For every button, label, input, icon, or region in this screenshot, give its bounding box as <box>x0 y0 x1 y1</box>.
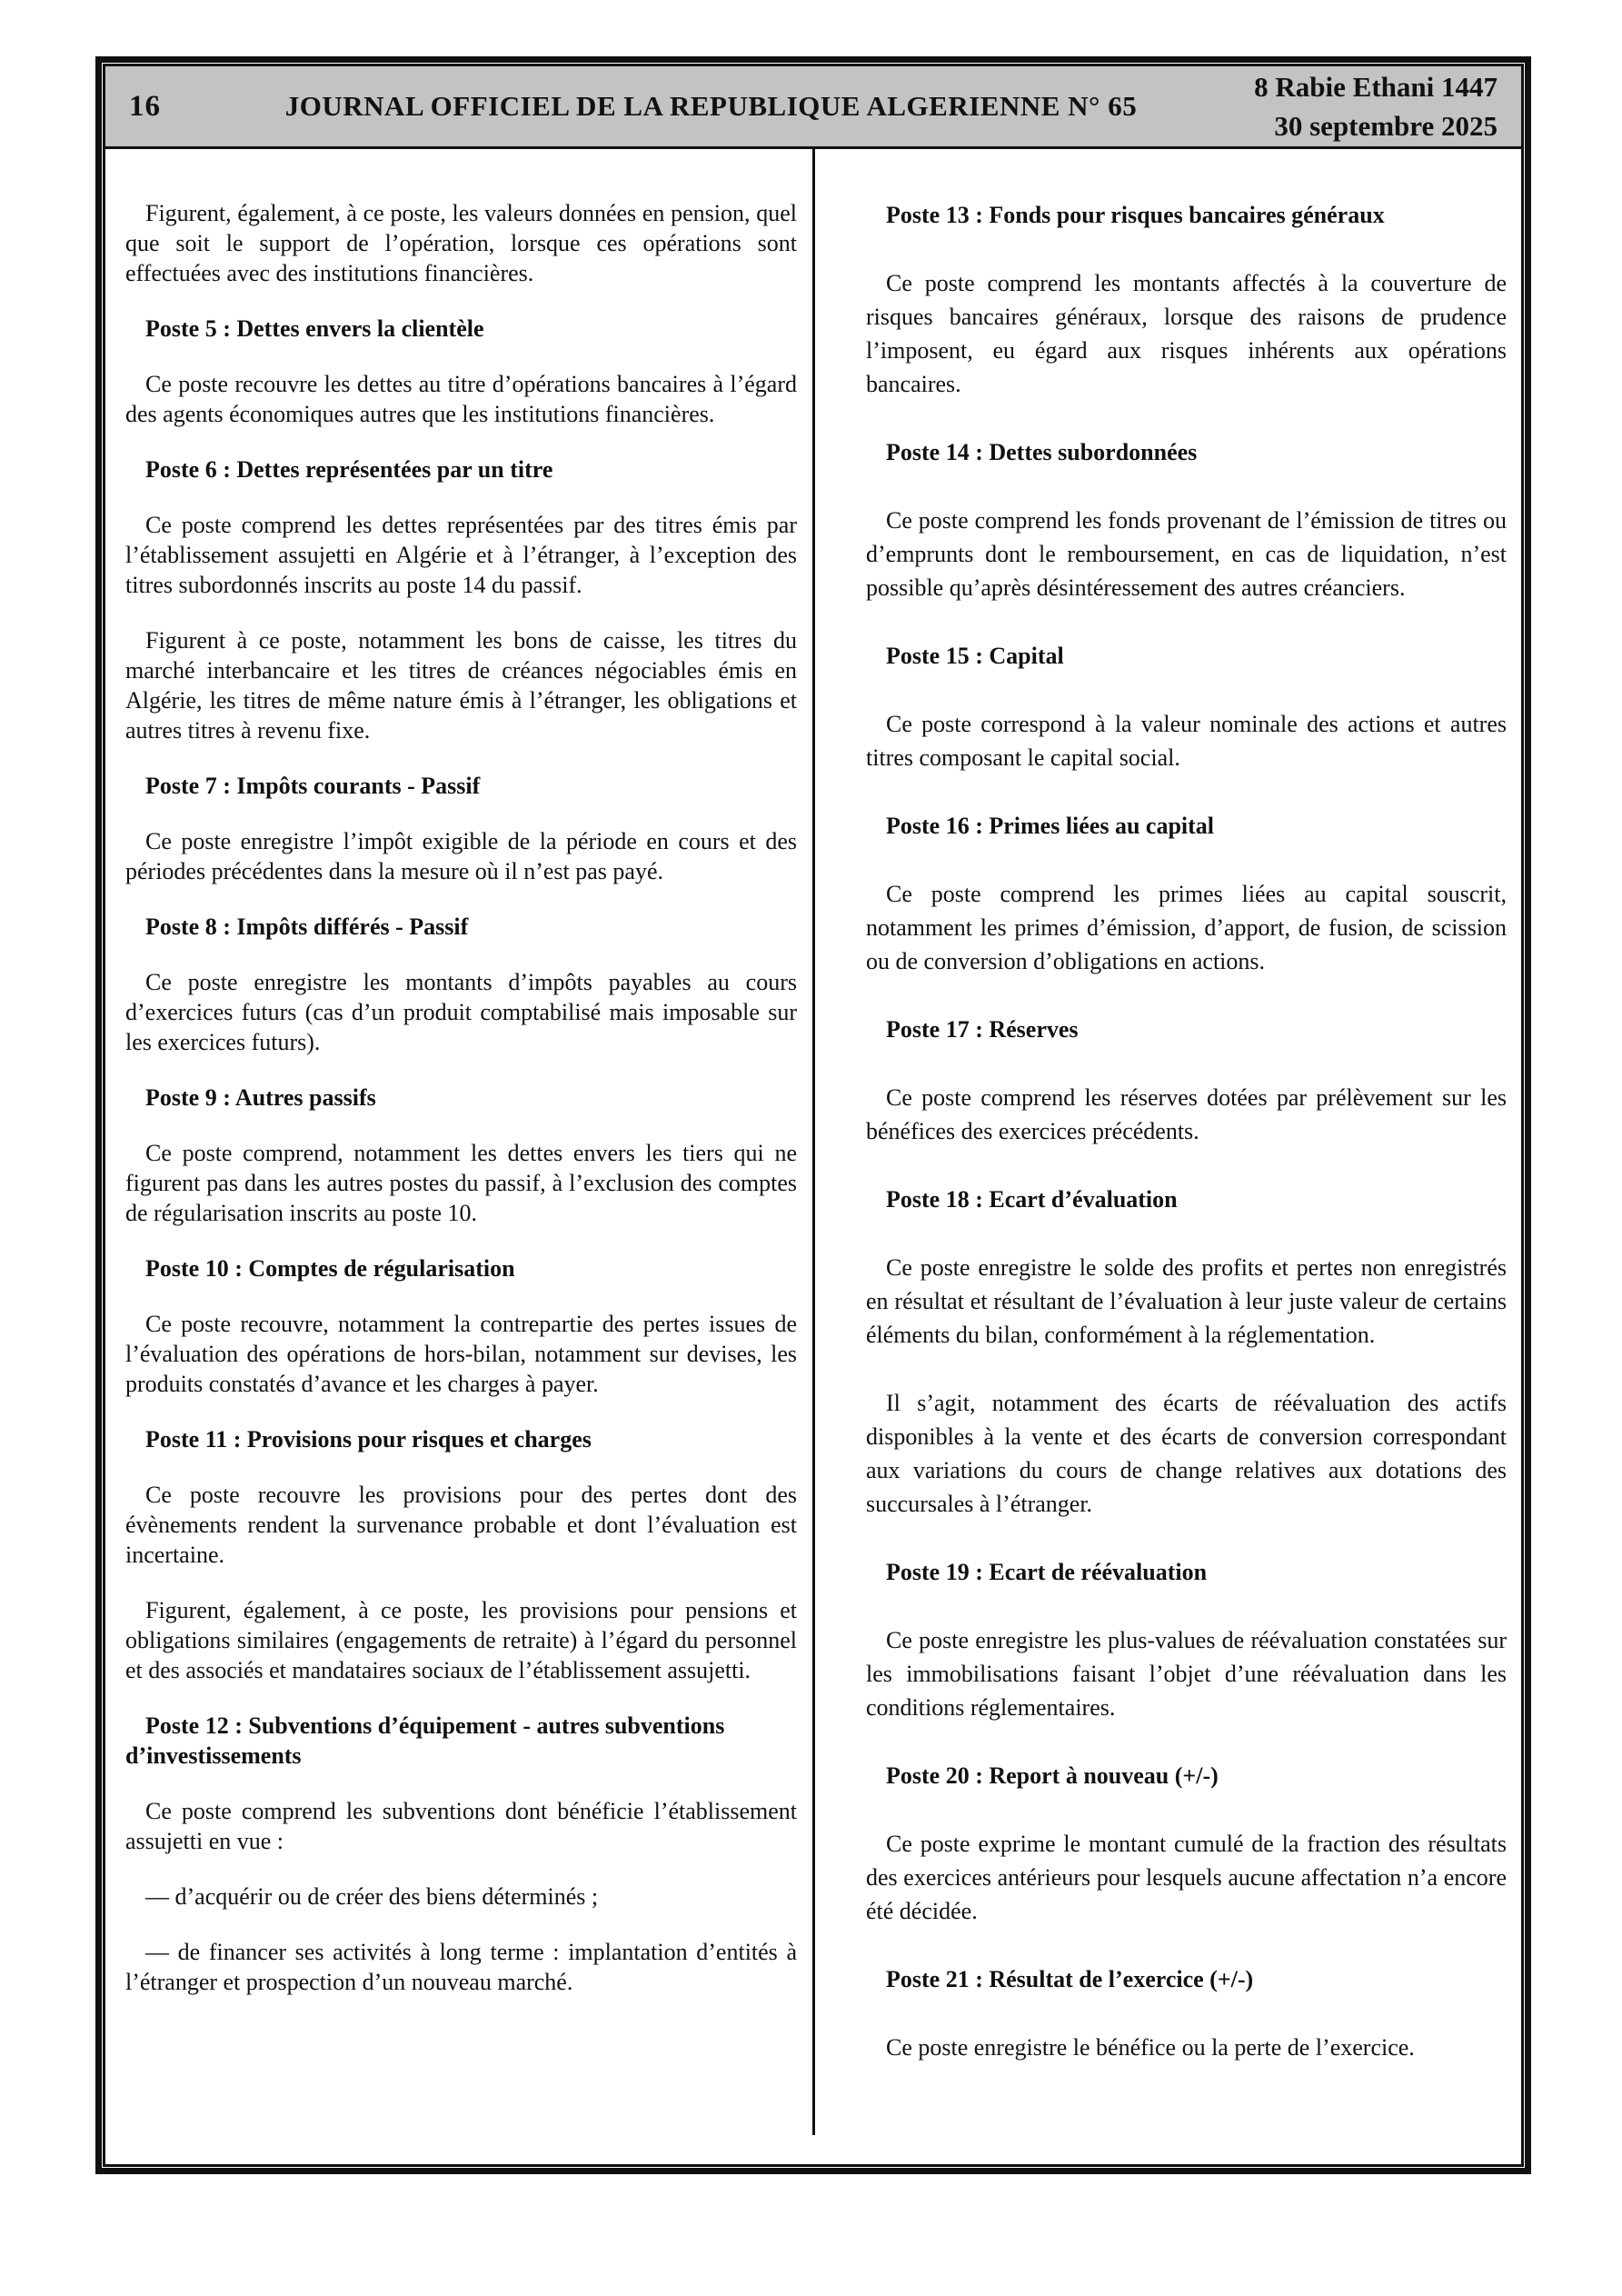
page-frame-inner <box>103 64 1524 2167</box>
hijri-date: 8 Rabie Ethani 1447 <box>1254 71 1498 103</box>
bullet-item: — de financer ses activités à long terme : implantation d’entités à l’étranger et prospection d’un nouveau marché. <box>125 1939 797 1995</box>
left-column <box>105 149 813 2164</box>
paragraph: Figurent, également, à ce poste, les provisions pour pensions et obligations similaires (engagements de retraite) à l’égard du personnel et des associés et mandataires sociaux de l’établissement assujetti. <box>125 1597 797 1683</box>
section-heading: Poste 16 : Primes liées au capital <box>886 813 1215 839</box>
journal-header <box>105 66 1521 149</box>
paragraph: Ce poste comprend les dettes représentées par des titres émis par l’établissement assujetti en Algérie et à l’étranger, à l’exception des titres subordonnés inscrits au poste 14 du passif. <box>125 512 797 598</box>
section-heading: Poste 21 : Résultat de l’exercice (+/-) <box>886 1966 1254 1992</box>
bullet-item: — d’acquérir ou de créer des biens déterminés ; <box>145 1883 599 1910</box>
page-frame <box>95 56 1531 2174</box>
section-heading: Poste 8 : Impôts différés - Passif <box>145 913 469 940</box>
paragraph: Ce poste recouvre les dettes au titre d’opérations bancaires à l’égard des agents économiques autres que les institutions financières. <box>125 371 797 427</box>
paragraph: Ce poste comprend, notamment les dettes envers les tiers qui ne figurent pas dans les autres postes du passif, à l’exclusion des comptes de régularisation inscrits au poste 10. <box>125 1140 797 1226</box>
paragraph: Ce poste comprend les réserves dotées par prélèvement sur les bénéfices des exercices précédents. <box>866 1084 1507 1144</box>
paragraph: Ce poste correspond à la valeur nominale des actions et autres titres composant le capital social. <box>866 711 1507 771</box>
paragraph: Ce poste enregistre le solde des profits et pertes non enregistrés en résultat et résultant de l’évaluation à leur juste valeur de certains éléments du bilan, conformément à la réglementation. <box>866 1254 1507 1348</box>
paragraph: Ce poste comprend les montants affectés à la couverture de risques bancaires généraux, lorsque des raisons de prudence l’imposent, eu égard aux risques inhérents aux opérations bancaires. <box>866 270 1507 397</box>
paragraph: Ce poste comprend les subventions dont bénéficie l’établissement assujetti en vue : <box>125 1798 797 1854</box>
paragraph: Ce poste exprime le montant cumulé de la fraction des résultats des exercices antérieurs pour lesquels aucune affectation n’a encore été décidée. <box>866 1831 1507 1924</box>
section-heading: Poste 11 : Provisions pour risques et charges <box>145 1426 592 1452</box>
section-heading: Poste 12 : Subventions d’équipement - autres subventions d’investissements <box>125 1712 725 1769</box>
page-content <box>105 149 1521 2164</box>
section-heading: Poste 13 : Fonds pour risques bancaires généraux <box>886 202 1385 228</box>
paragraph: Ce poste enregistre le bénéfice ou la perte de l’exercice. <box>886 2034 1415 2061</box>
column-divider <box>812 149 815 2135</box>
section-heading: Poste 5 : Dettes envers la clientèle <box>145 315 484 342</box>
section-heading: Poste 15 : Capital <box>886 643 1064 669</box>
paragraph: Ce poste enregistre l’impôt exigible de la période en cours et des périodes précédentes dans la mesure où il n’est pas payé. <box>125 828 797 884</box>
right-column <box>813 149 1521 2164</box>
paragraph: Il s’agit, notamment des écarts de réévaluation des actifs disponibles à la vente et des écarts de conversion correspondant aux variations du cours de change relatives aux dotations des succursales à l’étranger. <box>866 1390 1507 1517</box>
section-heading: Poste 14 : Dettes subordonnées <box>886 439 1198 465</box>
section-heading: Poste 10 : Comptes de régularisation <box>145 1255 515 1282</box>
section-heading: Poste 20 : Report à nouveau (+/-) <box>886 1762 1219 1789</box>
page-number: 16 <box>129 89 161 123</box>
paragraph: Figurent, également, à ce poste, les valeurs données en pension, quel que soit le support de l’opération, lorsque ces opérations sont effectuées avec des institutions financières. <box>125 200 797 286</box>
header-dates <box>1184 67 1498 145</box>
gregorian-date: 30 septembre 2025 <box>1274 110 1498 142</box>
section-heading: Poste 17 : Réserves <box>886 1016 1079 1043</box>
paragraph: Ce poste comprend les primes liées au capital souscrit, notamment les primes d’émission, d’apport, de fusion, de scission ou de conversion d’obligations en actions. <box>866 881 1507 974</box>
paragraph: Figurent à ce poste, notamment les bons de caisse, les titres du marché interbancaire et les titres de créances négociables émis en Algérie, les titres de même nature émis à l’étranger, les obligations et autres titres à revenu fixe. <box>125 627 797 744</box>
paragraph: Ce poste recouvre les provisions pour des pertes dont des évènements rendent la survenance probable et dont l’évaluation est incertaine. <box>125 1482 797 1568</box>
paragraph: Ce poste comprend les fonds provenant de l’émission de titres ou d’emprunts dont le remboursement, en cas de liquidation, n’est possible qu’après désintéressement des autres créanciers. <box>866 507 1507 601</box>
paragraph: Ce poste enregistre les plus-values de réévaluation constatées sur les immobilisations faisant l’objet d’une réévaluation dans les conditions réglementaires. <box>866 1627 1507 1721</box>
section-heading: Poste 9 : Autres passifs <box>145 1084 376 1111</box>
section-heading: Poste 19 : Ecart de réévaluation <box>886 1559 1208 1585</box>
section-heading: Poste 7 : Impôts courants - Passif <box>145 773 481 799</box>
section-heading: Poste 18 : Ecart d’évaluation <box>886 1186 1178 1213</box>
section-heading: Poste 6 : Dettes représentées par un titre <box>145 456 553 483</box>
paragraph: Ce poste recouvre, notamment la contrepartie des pertes issues de l’évaluation des opérations de hors-bilan, notamment sur devises, les produits constatés d’avance et les charges à payer. <box>125 1311 797 1397</box>
journal-title: JOURNAL OFFICIEL DE LA REPUBLIQUE ALGERIENNE N° 65 <box>284 90 1138 122</box>
paragraph: Ce poste enregistre les montants d’impôts payables au cours d’exercices futurs (cas d’un produit comptabilisé mais imposable sur les exercices futurs). <box>125 969 797 1055</box>
